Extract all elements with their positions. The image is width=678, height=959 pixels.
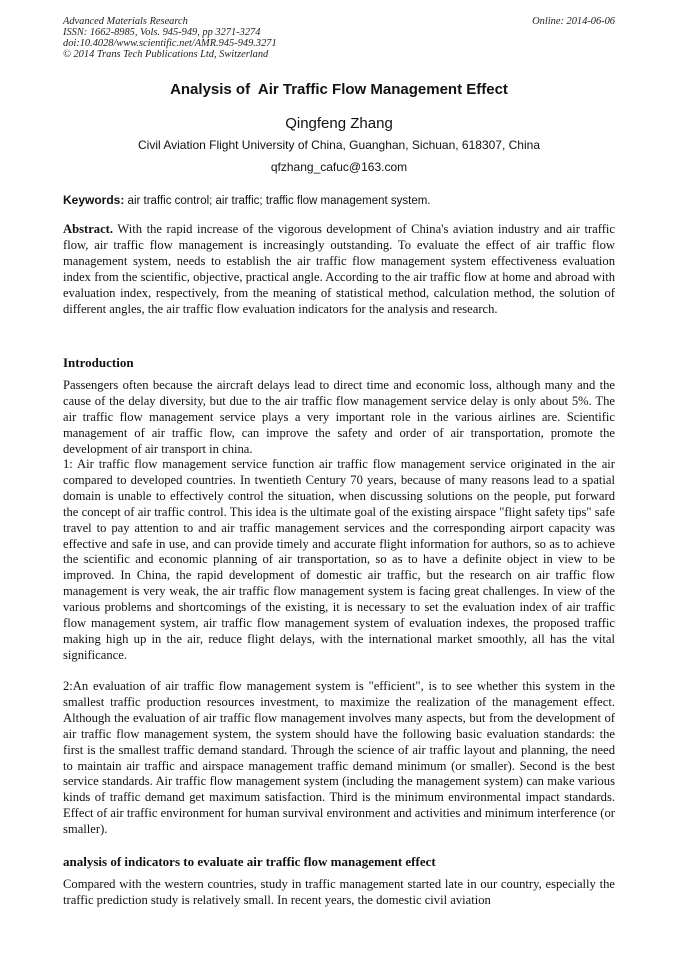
doi-line[interactable]: doi:10.4028/www.scientific.net/AMR.945-949.3271 xyxy=(63,38,277,49)
section-heading-introduction: Introduction xyxy=(63,355,134,370)
keywords-label: Keywords: xyxy=(63,193,125,207)
keywords xyxy=(63,193,615,207)
paragraph: 1: Air traffic flow management service function air traffic flow management service originated in the air compared to developed countries. In twentieth Century 70 years, because of many reasons lead to a spatial domain is unable to effectively control the situation, when discussing solutions on the people, put forward the concept of air traffic control. This idea is the ultimate goal of the existing airspace "flight safety tips" safe travel to pay attention to and air traffic management services and the corresponding airport capacity was effective and safe in use, and can provide timely and accurate flight information for authors, so as to achieve the scientific and economic planning of air transportation, so as to have a definite object in view to be improved. In China, the rapid development of domestic air traffic, but the research on air traffic flow management is very weak, the air traffic flow management system is facing great challenges. In view of the various problems and shortcomings of the existing, it is necessary to set the evaluation index of air traffic flow management system, air traffic flow management system of evaluation indexes, the proposed traffic making high up in the air, reduce flight delays, with the international market smoothly, all has the vital significance. xyxy=(63,457,615,662)
author-name: Qingfeng Zhang xyxy=(285,115,393,132)
author-affiliation: Civil Aviation Flight University of China, Guanghan, Sichuan, 618307, China xyxy=(137,138,540,152)
journal-name: Advanced Materials Research xyxy=(63,16,188,27)
copyright-line: © 2014 Trans Tech Publications Ltd, Switzerland xyxy=(63,49,269,60)
online-date: Online: 2014-06-06 xyxy=(532,16,615,27)
abstract-text: With the rapid increase of the vigorous development of China's aviation industry and air traffic flow, air traffic flow management is increasingly outstanding. To evaluate the effect of air traffic flow management system, needs to establish the air traffic flow management system effectiveness evaluation index from the scientific, objective, practical angle. According to the air traffic flow at home and abroad with evaluation index, respectively, from the meaning of statistical method, calculation method, the solution of different angles, the air traffic flow evaluation indicators for the analysis and research. xyxy=(63,222,615,316)
paragraph: Passengers often because the aircraft delays lead to direct time and economic loss, although many and the cause of the delay diversity, but due to the air traffic flow management service delay is only about 5%. The air traffic flow management service plays a very important role in the various airlines are. Scientific management of air traffic flow, can improve the safety and order of air transportation, promote the development of air transport in china. xyxy=(63,378,615,456)
paper-title: Analysis of Air Traffic Flow Management Effect xyxy=(170,81,508,98)
author-email[interactable]: qfzhang_cafuc@163.com xyxy=(270,160,408,174)
journal-header xyxy=(63,16,277,60)
abstract xyxy=(63,222,615,317)
paragraph: Compared with the western countries, study in traffic management started late in our country, especially the traffic prediction study is relatively small. In recent years, the domestic civil aviation xyxy=(63,877,615,907)
abstract-label: Abstract. xyxy=(63,222,114,236)
section-heading-analysis: analysis of indicators to evaluate air traffic flow management effect xyxy=(63,854,436,869)
keywords-text: air traffic control; air traffic; traffic flow management system. xyxy=(124,195,431,207)
issn-line: ISSN: 1662-8985, Vols. 945-949, pp 3271-3274 xyxy=(63,27,261,38)
paragraph: 2:An evaluation of air traffic flow management system is "efficient", is to see whether this system in the smallest traffic production resources investment, to maximize the realization of the management effect. Although the evaluation of air traffic flow management involves many aspects, but from the development of air traffic flow management system, the system should have the following basic evaluation standards: the first is the smallest traffic demand standard. Through the science of air traffic layout and planning, the need to maintain air traffic and airspace management traffic demand minimum (or smaller). Second is the best service standards. Air traffic flow management system (including the management system) can make various kinds of traffic demand get maximum satisfaction. Third is the minimum environmental impact standards. Effect of air traffic environment for human survival environment and activities and minimum interference (or smaller). xyxy=(63,679,615,837)
